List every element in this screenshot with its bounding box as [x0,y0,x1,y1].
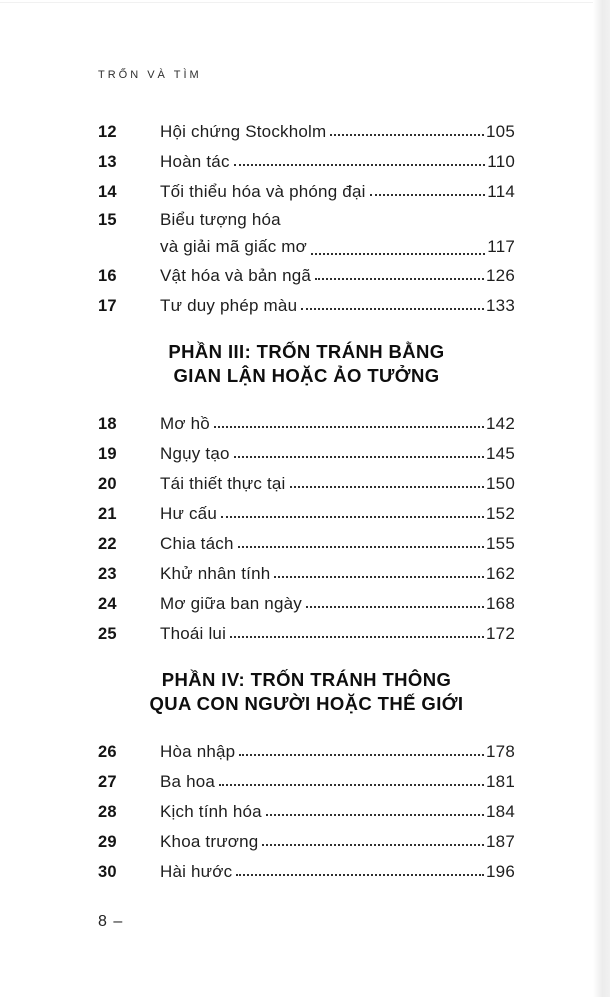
chapter-title: Hòa nhập [160,742,236,761]
chapter-title: Tối thiểu hóa và phóng đại [160,182,366,201]
chapter-title: Hội chứng Stockholm [160,122,327,141]
toc-entry-body [160,152,515,172]
toc-section-list [98,737,515,887]
toc-entry [98,207,515,261]
page-number: 168 [486,594,515,613]
toc-entry [98,147,515,177]
chapter-title: Mơ giữa ban ngày [160,594,302,613]
chapter-number: 23 [98,564,117,583]
chapter-title: Ba hoa [160,772,216,791]
toc-entry-body [160,266,515,286]
toc-entry [98,857,515,887]
chapter-title: Kịch tính hóa [160,802,262,821]
toc-entry-body [160,296,515,316]
dot-leader [221,516,484,518]
toc-entry-body [160,414,515,434]
page-number: 145 [486,444,515,463]
page-number: 184 [486,802,515,821]
chapter-number: 24 [98,594,117,613]
dot-leader [315,278,484,280]
running-header: TRỐN VÀ TÌM [98,69,202,81]
page-number: 178 [486,742,515,761]
toc-entry-body [160,564,515,584]
toc-section-list [98,117,515,321]
toc-entry [98,291,515,321]
chapter-number: 19 [98,444,117,463]
toc-section-list [98,409,515,649]
chapter-number: 17 [98,296,117,315]
chapter-title: Khử nhân tính [160,564,271,583]
dot-leader [306,606,484,608]
page-number: 155 [486,534,515,553]
chapter-title: Tái thiết thực tại [160,474,286,493]
chapter-number: 13 [98,152,117,171]
chapter-title: Ngụy tạo [160,444,230,463]
chapter-number: 22 [98,534,117,553]
section-heading-line: PHẦN IV: TRỐN TRÁNH THÔNG [161,669,452,690]
page-number: 114 [487,182,515,201]
toc-entry [98,177,515,207]
toc-entry-body [160,624,515,644]
chapter-number: 16 [98,266,117,285]
toc-entry-body [160,742,515,762]
dot-leader [330,134,484,136]
chapter-title: Thoái lui [160,624,227,643]
page-number: 181 [486,772,515,791]
toc-entry [98,439,515,469]
toc-entry [98,797,515,827]
chapter-number: 28 [98,802,117,821]
section-heading-line: PHẦN III: TRỐN TRÁNH BẰNG [168,341,445,362]
toc-entry [98,409,515,439]
toc-entry [98,559,515,589]
toc-entry-body [160,182,515,202]
chapter-title: Biểu tượng hóa [160,210,281,229]
toc-entry-body [160,207,515,261]
page-edge-shadow [593,0,610,997]
chapter-title: Vật hóa và bản ngã [160,266,312,285]
dot-leader [214,426,484,428]
footer-page-number: 8 – [98,913,124,930]
chapter-number: 21 [98,504,117,523]
toc-entry [98,827,515,857]
chapter-title: Tư duy phép màu [160,296,298,315]
toc-entry [98,619,515,649]
chapter-title-continued: và giải mã giấc mơ [160,237,308,256]
page-number: 110 [487,152,515,171]
page-number: 150 [486,474,515,493]
dot-leader [262,844,484,846]
toc-entry [98,767,515,797]
toc-entry-body [160,504,515,524]
page-number: 105 [486,122,515,141]
toc-entry [98,469,515,499]
dot-leader [266,814,484,816]
dot-leader [236,874,484,876]
toc-entry [98,589,515,619]
chapter-title: Hư cấu [160,504,217,523]
dot-leader [234,164,486,166]
chapter-title: Chia tách [160,534,234,553]
chapter-number: 20 [98,474,117,493]
chapter-number: 14 [98,182,117,201]
page-number: 142 [486,414,515,433]
chapter-number: 30 [98,862,117,881]
toc [98,117,515,887]
chapter-number: 18 [98,414,117,433]
toc-entry-body [160,534,515,554]
chapter-title: Hoàn tác [160,152,230,171]
toc-entry [98,737,515,767]
page-number: 162 [486,564,515,583]
chapter-title-line2-row [160,233,515,261]
chapter-number: 25 [98,624,117,643]
toc-entry-body [160,444,515,464]
dot-leader [234,456,484,458]
toc-entry [98,261,515,291]
page-number: 196 [486,862,515,881]
toc-entry [98,499,515,529]
page-number: 133 [486,296,515,315]
chapter-number: 26 [98,742,117,761]
toc-entry-body [160,832,515,852]
section-heading [98,340,515,388]
dot-leader [274,576,484,578]
toc-entry-body [160,862,515,882]
section-heading-line: GIAN LẬN HOẶC ẢO TƯỞNG [173,365,440,386]
section-heading [98,668,515,716]
page-number: 152 [486,504,515,523]
dot-leader [301,308,484,310]
toc-entry [98,529,515,559]
section-heading-line: QUA CON NGƯỜI HOẶC THẾ GIỚI [149,693,464,714]
toc-entry-body [160,474,515,494]
page-number: 117 [487,237,515,256]
chapter-title: Hài hước [160,862,233,881]
toc-entry-body [160,802,515,822]
dot-leader [230,636,484,638]
toc-entry [98,117,515,147]
dot-leader [290,486,485,488]
dot-leader [238,546,484,548]
page-number: 187 [486,832,515,851]
page-number: 126 [486,266,515,285]
toc-entry-body [160,772,515,792]
toc-entry-body [160,594,515,614]
chapter-number: 27 [98,772,117,791]
chapter-number: 29 [98,832,117,851]
toc-entry-body [160,122,515,142]
chapter-number: 15 [98,211,117,229]
dot-leader [239,754,484,756]
dot-leader [219,784,484,786]
dot-leader [311,253,485,255]
chapter-title: Mơ hồ [160,414,210,433]
chapter-title: Khoa trương [160,832,259,851]
chapter-number: 12 [98,122,117,141]
dot-leader [370,194,486,196]
page-number: 172 [486,624,515,643]
